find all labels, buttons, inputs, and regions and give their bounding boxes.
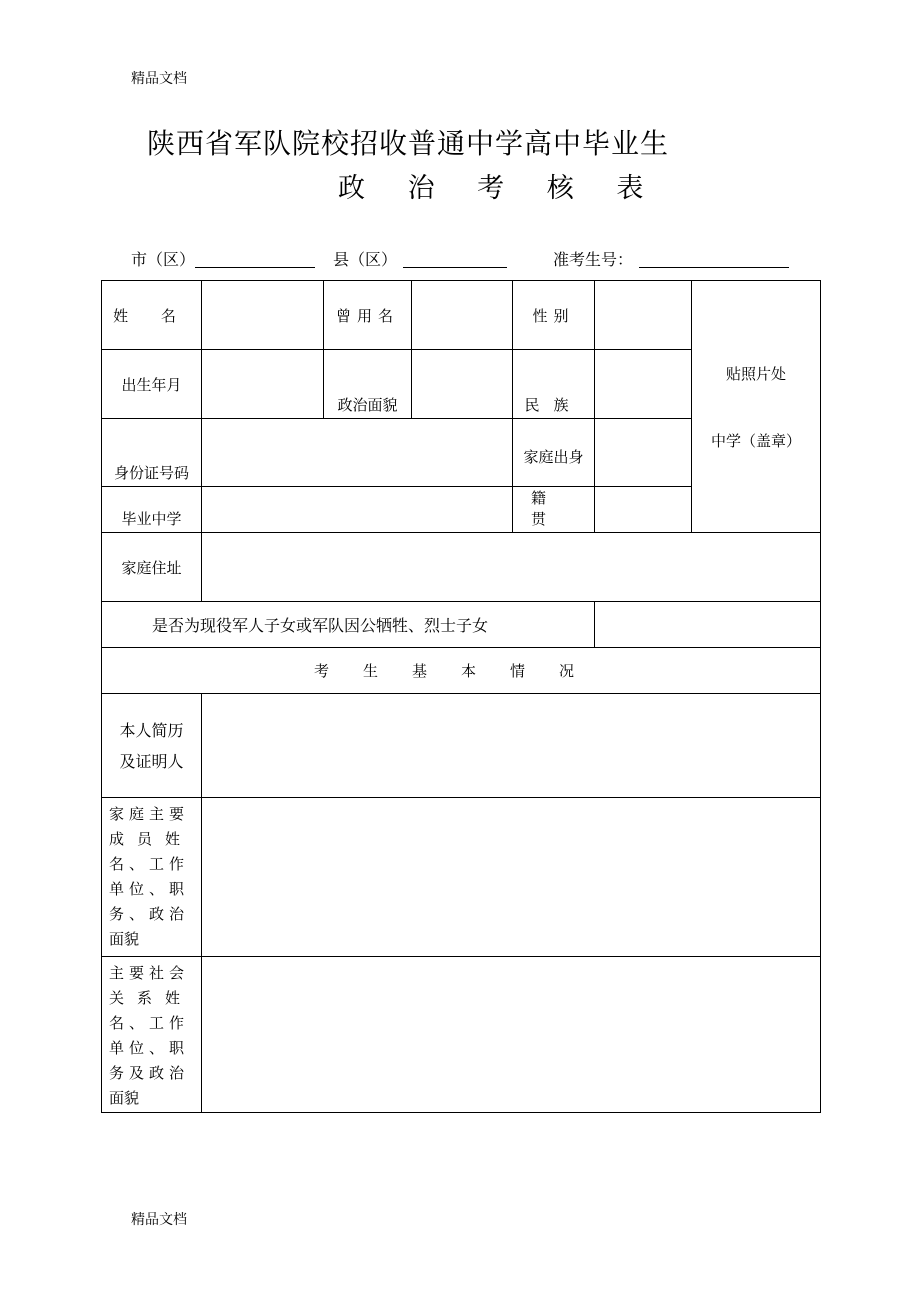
address-field[interactable] xyxy=(202,533,821,602)
military-child-label: 是否为现役军人子女或军队因公牺牲、烈士子女 xyxy=(102,602,595,648)
header-note: 精品文档 xyxy=(131,71,187,87)
form-title-line1: 陕西省军队院校招收普通中学高中毕业生 xyxy=(147,127,670,160)
native-place-label: 籍贯 xyxy=(513,487,595,533)
ethnicity-label: 民族 xyxy=(513,350,595,419)
gender-label: 性别 xyxy=(513,281,595,350)
footer-note: 精品文档 xyxy=(131,1212,187,1228)
political-review-form xyxy=(101,280,821,1113)
social-relations-field[interactable] xyxy=(202,957,821,1113)
family-members-label: 家庭主要 成员姓 名、工作 单位、职 务、政治 面貌 xyxy=(102,798,202,957)
resume-label: 本人简历 及证明人 xyxy=(102,694,202,798)
former-name-label: 曾用名 xyxy=(324,281,412,350)
family-origin-label: 家庭出身 xyxy=(513,419,595,487)
gender-field[interactable] xyxy=(595,281,692,350)
birth-label: 出生年月 xyxy=(102,350,202,419)
name-field[interactable] xyxy=(202,281,324,350)
city-field[interactable] xyxy=(195,267,315,268)
name-label: 姓 名 xyxy=(102,281,202,350)
family-members-field[interactable] xyxy=(202,798,821,957)
political-status-field[interactable] xyxy=(412,350,513,419)
city-label: 市（区） xyxy=(131,250,196,269)
ethnicity-field[interactable] xyxy=(595,350,692,419)
exam-no-label: 准考生号： xyxy=(553,250,634,269)
military-child-field[interactable] xyxy=(595,602,821,648)
address-label: 家庭住址 xyxy=(102,533,202,602)
school-stamp-label: 中学（盖章） xyxy=(710,431,801,450)
social-relations-label: 主要社会 关系姓 名、工作 单位、职 务及政治 面貌 xyxy=(102,957,202,1113)
photo-area[interactable] xyxy=(692,281,821,533)
county-label: 县（区） xyxy=(333,250,398,269)
birth-field[interactable] xyxy=(202,350,324,419)
id-number-label: 身份证号码 xyxy=(102,419,202,487)
county-field[interactable] xyxy=(403,267,507,268)
id-number-field[interactable] xyxy=(202,419,513,487)
family-origin-field[interactable] xyxy=(595,419,692,487)
political-status-label: 政治面貌 xyxy=(324,350,412,419)
native-place-field[interactable] xyxy=(595,487,692,533)
section-title: 考生基本情况 xyxy=(102,648,821,694)
photo-label: 贴照片处 xyxy=(725,364,786,383)
info-line xyxy=(131,247,811,271)
exam-no-field[interactable] xyxy=(639,267,789,268)
form-title-line2: 政 治 考 核 表 xyxy=(338,173,661,204)
school-label: 毕业中学 xyxy=(102,487,202,533)
school-field[interactable] xyxy=(202,487,513,533)
former-name-field[interactable] xyxy=(412,281,513,350)
resume-field[interactable] xyxy=(202,694,821,798)
